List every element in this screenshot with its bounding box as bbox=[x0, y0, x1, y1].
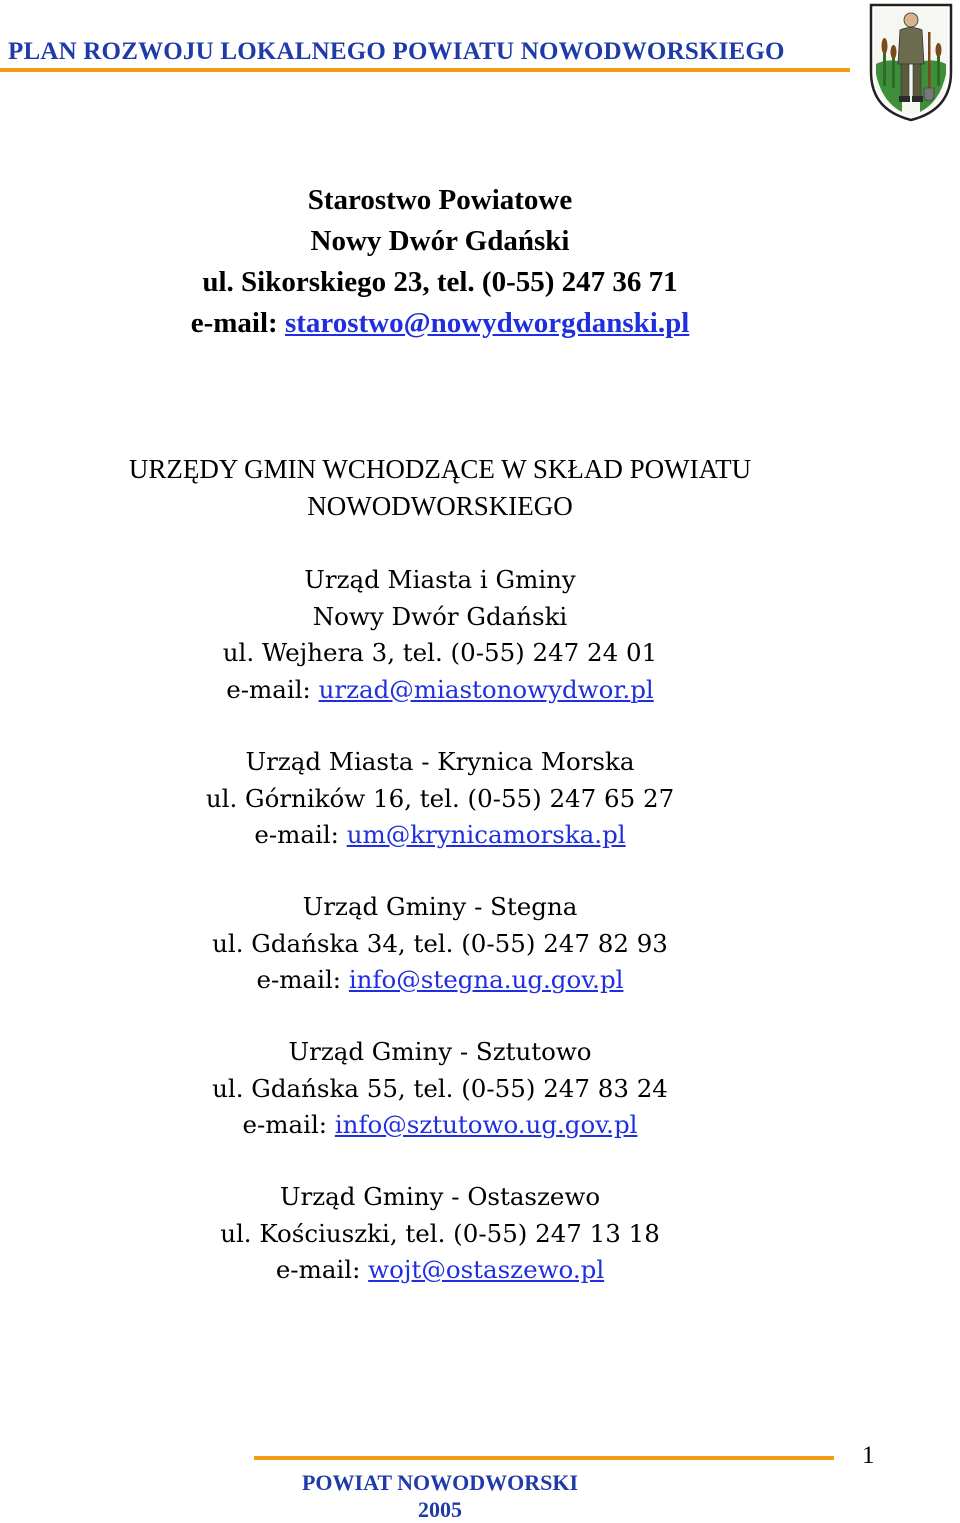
coat-of-arms-icon bbox=[868, 2, 954, 122]
page-number: 1 bbox=[862, 1442, 875, 1469]
starostwo-email-link[interactable]: starostwo@nowydworgdanski.pl bbox=[284, 307, 690, 339]
office-email-line bbox=[0, 1107, 880, 1144]
office-block-stegna bbox=[0, 889, 880, 999]
starostwo-address: ul. Sikorskiego 23, tel. (0-55) 247 36 71 bbox=[202, 266, 678, 298]
email-label: e-mail: bbox=[256, 965, 342, 994]
office-email-line bbox=[0, 672, 880, 709]
office-block-nowy-dwor bbox=[0, 562, 880, 708]
office-city: Nowy Dwór Gdański bbox=[312, 601, 568, 631]
office-email-link[interactable]: wojt@ostaszewo.pl bbox=[368, 1255, 605, 1284]
office-email-line bbox=[0, 817, 880, 854]
office-name: Urząd Miasta - Krynica Morska bbox=[245, 747, 635, 776]
starostwo-city: Nowy Dwór Gdański bbox=[310, 225, 570, 257]
footer-year: 2005 bbox=[418, 1497, 462, 1522]
email-label: e-mail: bbox=[190, 307, 278, 339]
footer-title: POWIAT NOWODWORSKI bbox=[301, 1470, 579, 1495]
office-email-link[interactable]: info@sztutowo.ug.gov.pl bbox=[334, 1110, 638, 1139]
section-heading-line-1: URZĘDY GMIN WCHODZĄCE W SKŁAD POWIATU bbox=[128, 454, 752, 484]
footer bbox=[0, 1469, 880, 1523]
starostwo-email-line bbox=[0, 303, 880, 344]
email-label: e-mail: bbox=[275, 1255, 361, 1284]
header-divider bbox=[0, 68, 850, 72]
email-label: e-mail: bbox=[254, 820, 339, 849]
section-heading-line-2: NOWODWORSKIEGO bbox=[307, 491, 573, 521]
office-block-sztutowo bbox=[0, 1034, 880, 1144]
office-email-line bbox=[0, 962, 880, 999]
office-email-link[interactable]: um@krynicamorska.pl bbox=[346, 820, 626, 849]
starostwo-contact-block bbox=[0, 180, 880, 344]
email-label: e-mail: bbox=[242, 1110, 328, 1139]
email-label: e-mail: bbox=[226, 674, 311, 704]
office-address: ul. Kościuszki, tel. (0-55) 247 13 18 bbox=[220, 1218, 660, 1248]
office-address: ul. Gdańska 34, tel. (0-55) 247 82 93 bbox=[212, 928, 668, 958]
starostwo-name: Starostwo Powiatowe bbox=[307, 184, 573, 216]
office-block-ostaszewo bbox=[0, 1179, 880, 1289]
office-name: Urząd Gminy - Sztutowo bbox=[288, 1037, 592, 1066]
office-address: ul. Górników 16, tel. (0-55) 247 65 27 bbox=[205, 783, 675, 813]
office-name: Urząd Miasta i Gminy bbox=[304, 565, 576, 594]
office-block-krynica-morska bbox=[0, 744, 880, 854]
office-name: Urząd Gminy - Ostaszewo bbox=[279, 1182, 601, 1211]
document-header-title: PLAN ROZWOJU LOKALNEGO POWIATU NOWODWORSKIEGO bbox=[8, 38, 785, 65]
office-email-link[interactable]: info@stegna.ug.gov.pl bbox=[348, 965, 624, 994]
office-address: ul. Gdańska 55, tel. (0-55) 247 83 24 bbox=[212, 1073, 668, 1103]
office-email-line bbox=[0, 1252, 880, 1289]
section-heading bbox=[0, 451, 880, 525]
office-address: ul. Wejhera 3, tel. (0-55) 247 24 01 bbox=[222, 638, 658, 667]
office-name: Urząd Gminy - Stegna bbox=[302, 892, 578, 921]
footer-divider bbox=[254, 1456, 834, 1460]
office-email-link[interactable]: urzad@miastonowydwor.pl bbox=[318, 674, 654, 704]
